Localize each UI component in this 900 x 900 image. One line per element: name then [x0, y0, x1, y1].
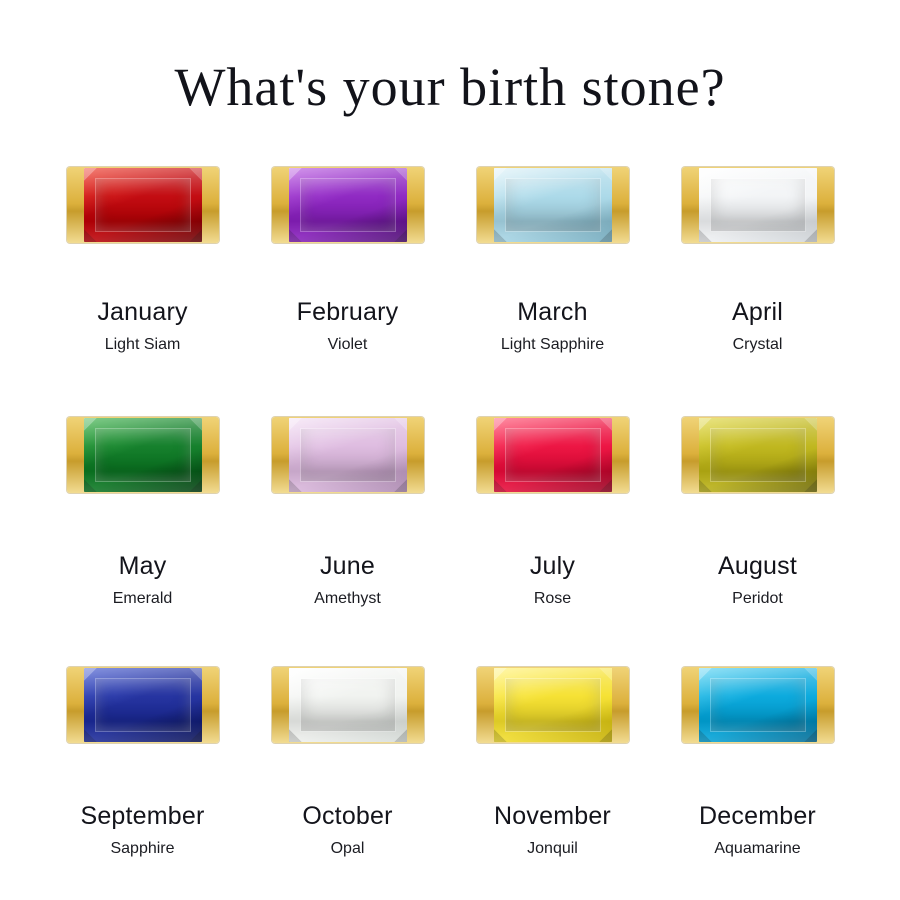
gem-stone: [84, 168, 202, 242]
gem-march: [477, 140, 629, 270]
gem-face: [289, 668, 407, 742]
gem-september: [67, 640, 219, 770]
stone-label: Light Siam: [104, 336, 181, 353]
month-label: October: [302, 802, 393, 830]
gem-bezel: [67, 167, 219, 243]
gem-stone: [699, 418, 817, 492]
gem-june: [272, 390, 424, 520]
birthstone-cell-november[interactable]: [450, 640, 655, 890]
birthstone-cell-august[interactable]: [655, 390, 860, 640]
stone-label: Jonquil: [527, 840, 578, 857]
birthstone-cell-december[interactable]: [655, 640, 860, 890]
stone-label: Peridot: [732, 590, 783, 607]
gem-april: [682, 140, 834, 270]
birthstone-grid: [40, 118, 860, 890]
gem-stone: [494, 418, 612, 492]
stone-label: Sapphire: [110, 840, 175, 857]
month-label: November: [494, 802, 611, 830]
gem-stone: [289, 168, 407, 242]
stone-label: Rose: [533, 590, 572, 607]
month-label: April: [731, 298, 783, 326]
gem-stone: [494, 168, 612, 242]
gem-november: [477, 640, 629, 770]
month-label: December: [699, 802, 816, 830]
gem-bezel: [477, 167, 629, 243]
gem-december: [682, 640, 834, 770]
month-label: May: [118, 552, 167, 580]
month-label: September: [80, 802, 205, 830]
gem-july: [477, 390, 629, 520]
gem-august: [682, 390, 834, 520]
birthstone-cell-april[interactable]: [655, 140, 860, 390]
gem-february: [272, 140, 424, 270]
gem-face: [289, 168, 407, 242]
birthstone-cell-may[interactable]: [40, 390, 245, 640]
gem-face: [494, 418, 612, 492]
gem-bezel: [682, 167, 834, 243]
stone-label: Emerald: [112, 590, 173, 607]
gem-january: [67, 140, 219, 270]
gem-stone: [84, 668, 202, 742]
month-label: March: [517, 298, 588, 326]
gem-bezel: [67, 417, 219, 493]
month-label: June: [319, 552, 375, 580]
month-label: January: [97, 298, 188, 326]
gem-bezel: [477, 667, 629, 743]
gem-face: [494, 168, 612, 242]
gem-bezel: [682, 667, 834, 743]
stone-label: Crystal: [732, 336, 783, 353]
gem-bezel: [67, 667, 219, 743]
month-label: August: [717, 552, 798, 580]
birthstone-cell-july[interactable]: [450, 390, 655, 640]
gem-face: [84, 168, 202, 242]
gem-bezel: [682, 417, 834, 493]
gem-bezel: [477, 417, 629, 493]
gem-face: [699, 168, 817, 242]
birthstone-cell-june[interactable]: [245, 390, 450, 640]
gem-face: [699, 668, 817, 742]
month-label: February: [296, 298, 399, 326]
gem-stone: [699, 668, 817, 742]
gem-bezel: [272, 167, 424, 243]
gem-face: [84, 418, 202, 492]
birthstone-cell-january[interactable]: [40, 140, 245, 390]
stone-label: Light Sapphire: [500, 336, 605, 353]
stone-label: Amethyst: [314, 590, 381, 607]
gem-stone: [699, 168, 817, 242]
gem-october: [272, 640, 424, 770]
stone-label: Opal: [330, 840, 365, 857]
stone-label: Violet: [327, 336, 368, 353]
gem-bezel: [272, 417, 424, 493]
birthstone-cell-october[interactable]: [245, 640, 450, 890]
gem-face: [494, 668, 612, 742]
month-label: July: [529, 552, 576, 580]
birthstone-cell-march[interactable]: [450, 140, 655, 390]
gem-face: [84, 668, 202, 742]
gem-stone: [289, 668, 407, 742]
gem-stone: [289, 418, 407, 492]
gem-bezel: [272, 667, 424, 743]
gem-may: [67, 390, 219, 520]
birthstone-cell-september[interactable]: [40, 640, 245, 890]
gem-face: [699, 418, 817, 492]
gem-stone: [84, 418, 202, 492]
birthstone-cell-february[interactable]: [245, 140, 450, 390]
gem-face: [289, 418, 407, 492]
gem-stone: [494, 668, 612, 742]
stone-label: Aquamarine: [714, 840, 801, 857]
page-title: What's your birth stone?: [174, 57, 726, 117]
